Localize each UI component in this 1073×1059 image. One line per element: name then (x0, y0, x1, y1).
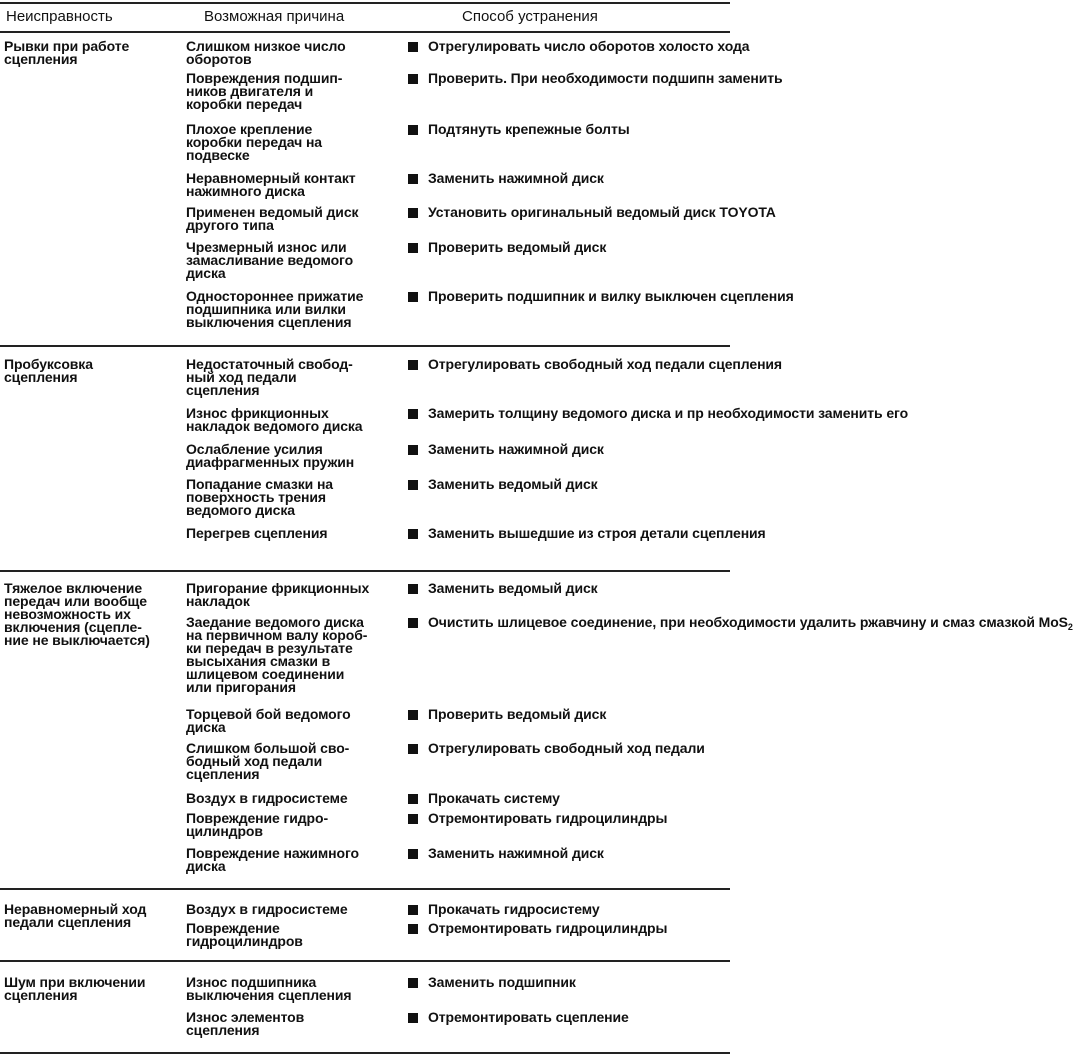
remedy-cell (408, 792, 748, 805)
cause-cell: Износ подшипника выключения сцепления (186, 974, 352, 1003)
square-bullet-icon (408, 744, 418, 754)
remedy-cell (408, 405, 909, 421)
remedy-text (408, 614, 1073, 634)
fault-cell: Рывки при работе сцепления (4, 38, 130, 67)
square-bullet-icon (408, 924, 418, 934)
section-rule (0, 960, 730, 962)
remedy-text: Прокачать гидросистему (428, 901, 600, 917)
fault-cell: Шум при включении сцепления (4, 974, 146, 1003)
remedy-cell (408, 478, 748, 491)
square-bullet-icon (408, 794, 418, 804)
square-bullet-icon (408, 1013, 418, 1023)
header-rule (0, 31, 730, 33)
remedy-text: Заменить ведомый диск (428, 476, 598, 492)
square-bullet-icon (408, 618, 418, 628)
remedy-text: Заменить ведомый диск (428, 580, 598, 596)
cause-cell: Повреждения подшип- ников двигателя и коробки передач (186, 70, 343, 112)
square-bullet-icon (408, 814, 418, 824)
square-bullet-icon (408, 208, 418, 218)
header-fault: Неисправность (6, 8, 113, 25)
remedy-cell (408, 123, 748, 136)
remedy-text: Заменить нажимной диск (428, 845, 604, 861)
remedy-text: Прокачать систему (428, 790, 560, 806)
remedy-text: Отрегулировать свободный ход педали (428, 740, 705, 756)
remedy-cell (408, 241, 748, 254)
remedy-text-main: Очистить шлицевое соединение, при необходимости удалить ржавчину и смаз смазкой MoS (428, 614, 1068, 630)
square-bullet-icon (408, 292, 418, 302)
cause-cell: Ослабление усилия диафрагменных пружин (186, 441, 355, 470)
fault-cell: Неравномерный ход педали сцепления (4, 901, 147, 930)
remedy-cell (408, 812, 748, 825)
remedy-text: Проверить подшипник и вилку выключен сцепления (428, 288, 794, 304)
remedy-cell (408, 582, 748, 595)
square-bullet-icon (408, 710, 418, 720)
remedy-text: Заменить вышедшие из строя детали сцепления (428, 525, 766, 541)
remedy-cell (408, 1011, 748, 1024)
cause-cell: Чрезмерный износ или замасливание ведомого диска (186, 239, 354, 281)
cause-cell: Перегрев сцепления (186, 525, 328, 541)
cause-cell: Одностороннее прижатие подшипника или вилки выключения сцепления (186, 288, 364, 330)
square-bullet-icon (408, 174, 418, 184)
remedy-text: Отремонтировать гидроцилиндры (428, 810, 668, 826)
cause-cell: Повреждение гидро- цилиндров (186, 810, 329, 839)
square-bullet-icon (408, 529, 418, 539)
remedy-text: Замерить толщину ведомого диска и пр необходимости заменить его (428, 405, 909, 421)
cause-cell: Торцевой бой ведомого диска (186, 706, 351, 735)
remedy-cell (408, 742, 748, 755)
square-bullet-icon (408, 480, 418, 490)
square-bullet-icon (408, 849, 418, 859)
remedy-cell (408, 525, 766, 541)
remedy-text: Заменить нажимной диск (428, 441, 604, 457)
square-bullet-icon (408, 905, 418, 915)
remedy-cell (408, 204, 776, 220)
remedy-cell (408, 70, 783, 86)
cause-cell: Повреждение нажимного диска (186, 845, 359, 874)
section-rule (0, 570, 730, 572)
square-bullet-icon (408, 125, 418, 135)
remedy-cell (408, 288, 794, 304)
table-bottom-rule (0, 1052, 730, 1054)
section-rule (0, 888, 730, 890)
remedy-text: Проверить ведомый диск (428, 706, 607, 722)
remedy-text: Отремонтировать гидроцилиндры (428, 920, 668, 936)
remedy-cell (408, 708, 748, 721)
cause-cell: Повреждение гидроцилиндров (186, 920, 303, 949)
table-top-rule (0, 2, 730, 4)
square-bullet-icon (408, 409, 418, 419)
remedy-text: Отремонтировать сцепление (428, 1009, 629, 1025)
remedy-cell (408, 922, 748, 935)
header-remedy: Способ устранения (462, 8, 598, 25)
cause-cell: Слишком низкое число оборотов (186, 38, 346, 67)
square-bullet-icon (408, 978, 418, 988)
remedy-text: Проверить ведомый диск (428, 239, 607, 255)
section-rule (0, 345, 730, 347)
fault-cell: Пробуксовка сцепления (4, 356, 93, 385)
remedy-text: Отрегулировать свободный ход педали сцепления (428, 356, 782, 372)
remedy-cell (408, 356, 782, 372)
cause-cell: Износ элементов сцепления (186, 1009, 305, 1038)
cause-cell: Слишком большой сво- бодный ход педали сцепления (186, 740, 350, 782)
remedy-text: Подтянуть крепежные болты (428, 121, 630, 137)
square-bullet-icon (408, 360, 418, 370)
remedy-cell (408, 443, 748, 456)
square-bullet-icon (408, 243, 418, 253)
remedy-cell (408, 976, 748, 989)
fault-cell: Тяжелое включение передач или вообще невозможность их включения (сцепле- ние не выключается) (4, 580, 150, 648)
header-cause: Возможная причина (204, 8, 345, 25)
cause-cell: Недостаточный свобод- ный ход педали сцепления (186, 356, 353, 398)
remedy-text: Заменить нажимной диск (428, 170, 604, 186)
cause-cell: Применен ведомый диск другого типа (186, 204, 359, 233)
square-bullet-icon (408, 42, 418, 52)
cause-cell: Неравномерный контакт нажимного диска (186, 170, 356, 199)
remedy-text: Проверить. При необходимости подшипн заменить (428, 70, 783, 86)
remedy-cell (408, 40, 748, 53)
remedy-text: Заменить подшипник (428, 974, 576, 990)
square-bullet-icon (408, 584, 418, 594)
subscript-2: 2 (1067, 622, 1073, 632)
cause-cell: Воздух в гидросистеме (186, 901, 348, 917)
remedy-cell (408, 614, 1073, 634)
remedy-cell (408, 903, 748, 916)
square-bullet-icon (408, 445, 418, 455)
remedy-text: Отрегулировать число оборотов холосто хода (428, 38, 750, 54)
cause-cell: Воздух в гидросистеме (186, 790, 348, 806)
cause-cell: Плохое крепление коробки передач на подвеске (186, 121, 322, 163)
cause-cell: Износ фрикционных накладок ведомого диска (186, 405, 363, 434)
cause-cell: Попадание смазки на поверхность трения ведомого диска (186, 476, 333, 518)
remedy-text: Установить оригинальный ведомый диск TOYOTA (428, 204, 776, 220)
cause-cell: Пригорание фрикционных накладок (186, 580, 370, 609)
remedy-cell (408, 847, 748, 860)
cause-cell: Заедание ведомого диска на первичном валу короб- ки передач в результате высыхания смазки в шлицевом соединении или пригорания (186, 614, 368, 695)
remedy-cell (408, 172, 748, 185)
square-bullet-icon (408, 74, 418, 84)
